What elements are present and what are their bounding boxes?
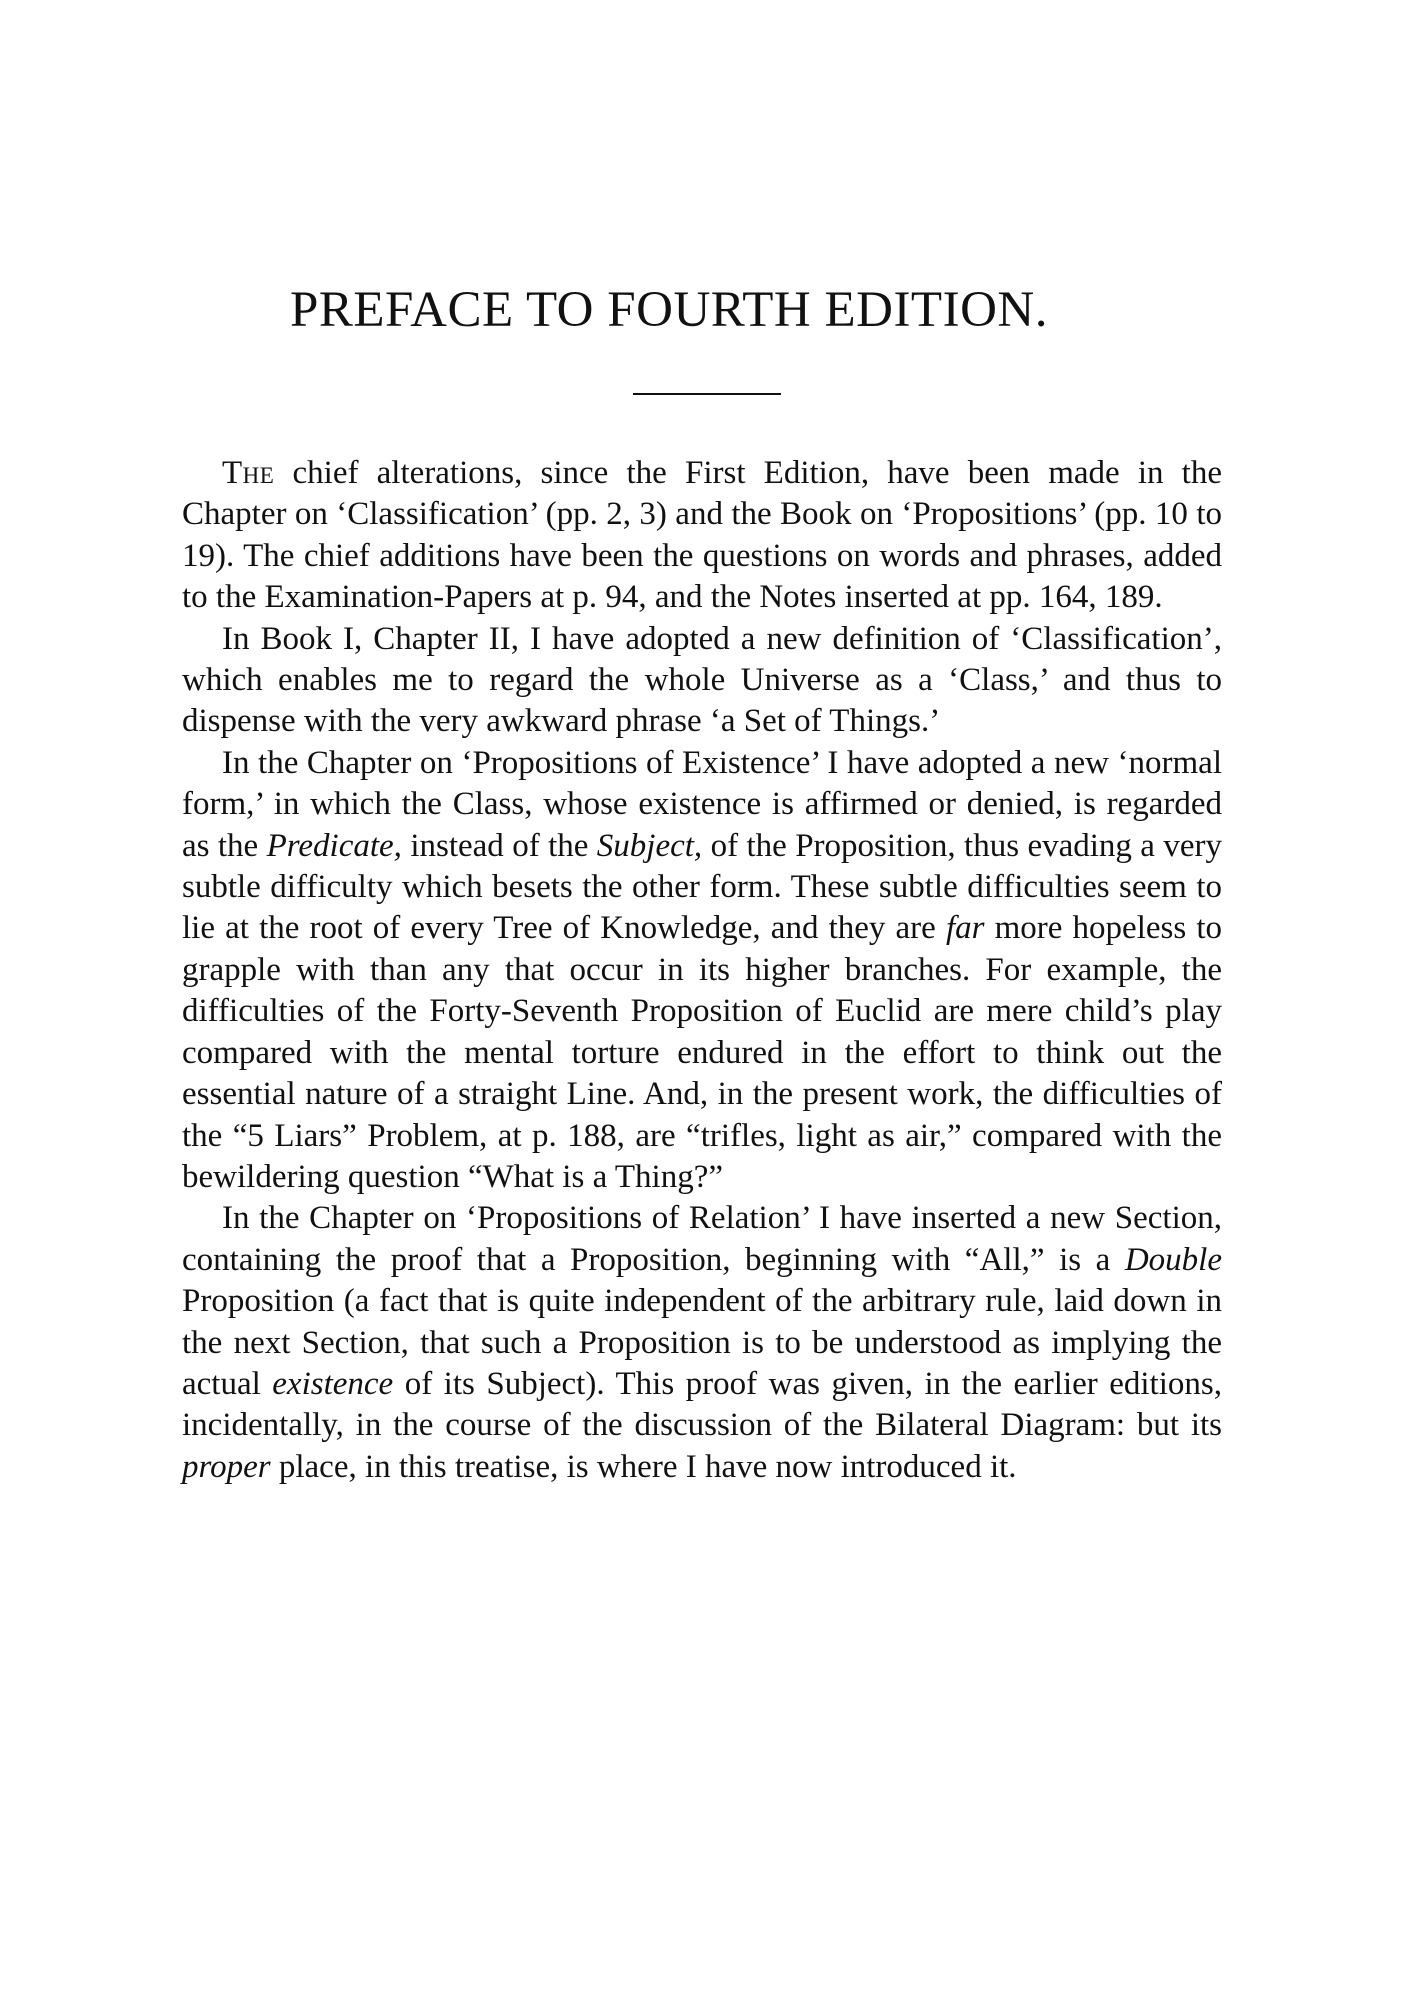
paragraph-3 (182, 743, 1222, 1198)
title-divider (633, 393, 781, 395)
text-segment: In the Chapter on ‘Propositions of Relation’ I have inserted a new Section, containing the proof that a Proposition, beginning with “All,” is a (182, 1200, 1222, 1278)
paragraph-4 (182, 1198, 1222, 1488)
italic-segment: proper (182, 1448, 271, 1485)
italic-segment: Subject, (596, 827, 703, 864)
italic-segment: far (945, 910, 985, 947)
text-segment: place, in this treatise, is where I have now introduced it. (270, 1448, 1017, 1485)
preface-body (182, 453, 1222, 1488)
text-segment: instead of the (401, 827, 597, 864)
text-segment: of its Subject). This proof was given, in the earlier editions, incidentally, in the course of the discussion of the Bilateral Diagram: but its (182, 1365, 1222, 1444)
text-segment: The (222, 455, 275, 491)
text-segment: more hopeless to grapple with than any that occur in its higher branches. For example, the difficulties of the Forty-Seventh Proposition of Euclid are mere child’s play compared with the mental torture endured in the effort to think out the essential nature of a straight Line. And, in the present work, the difficulties of the “5 Liars” Problem, at p. 188, are “trifles, light as air,” compared with the bewildering question “What is a Thing?” (182, 910, 1222, 1195)
page-title: PREFACE TO FOURTH EDITION. (290, 282, 1048, 338)
text-segment: In the Chapter on ‘Propositions of Existence’ I have adopted a new ‘normal form,’ in which the Class, whose existence is affirmed or denied, is regarded as the (182, 744, 1222, 864)
text-segment: chief alterations, since the First Edition, have been made in the Chapter on ‘Classification’ (pp. 2, 3) and the Book on ‘Propositions’ (pp. 10 to 19). The chief additions have been the questions on words and phrases, added to the Examination-Papers at p. 94, and the Notes inserted at pp. 164, 189. (182, 455, 1222, 616)
italic-segment: existence (272, 1365, 394, 1402)
text-segment: In Book I, Chapter II, I have adopted a new definition of ‘Classification’, which enables me to regard the whole Universe as a ‘Class,’ and thus to dispense with the very awkward phrase ‘a Set of Things.’ (182, 620, 1222, 740)
italic-segment: Double (1124, 1241, 1222, 1278)
text-segment: of the Proposition, thus evading a very subtle difficulty which besets the other form. These subtle difficulties seem to lie at the root of every Tree of Knowledge, and they are (182, 827, 1222, 947)
paragraph-2 (182, 619, 1222, 743)
text-segment: Proposition (a fact that is quite independent of the arbitrary rule, laid down in the next Section, that such a Proposition is to be understood as implying the actual (182, 1283, 1222, 1402)
paragraph-1 (182, 453, 1222, 619)
italic-segment: Predicate, (266, 827, 402, 864)
